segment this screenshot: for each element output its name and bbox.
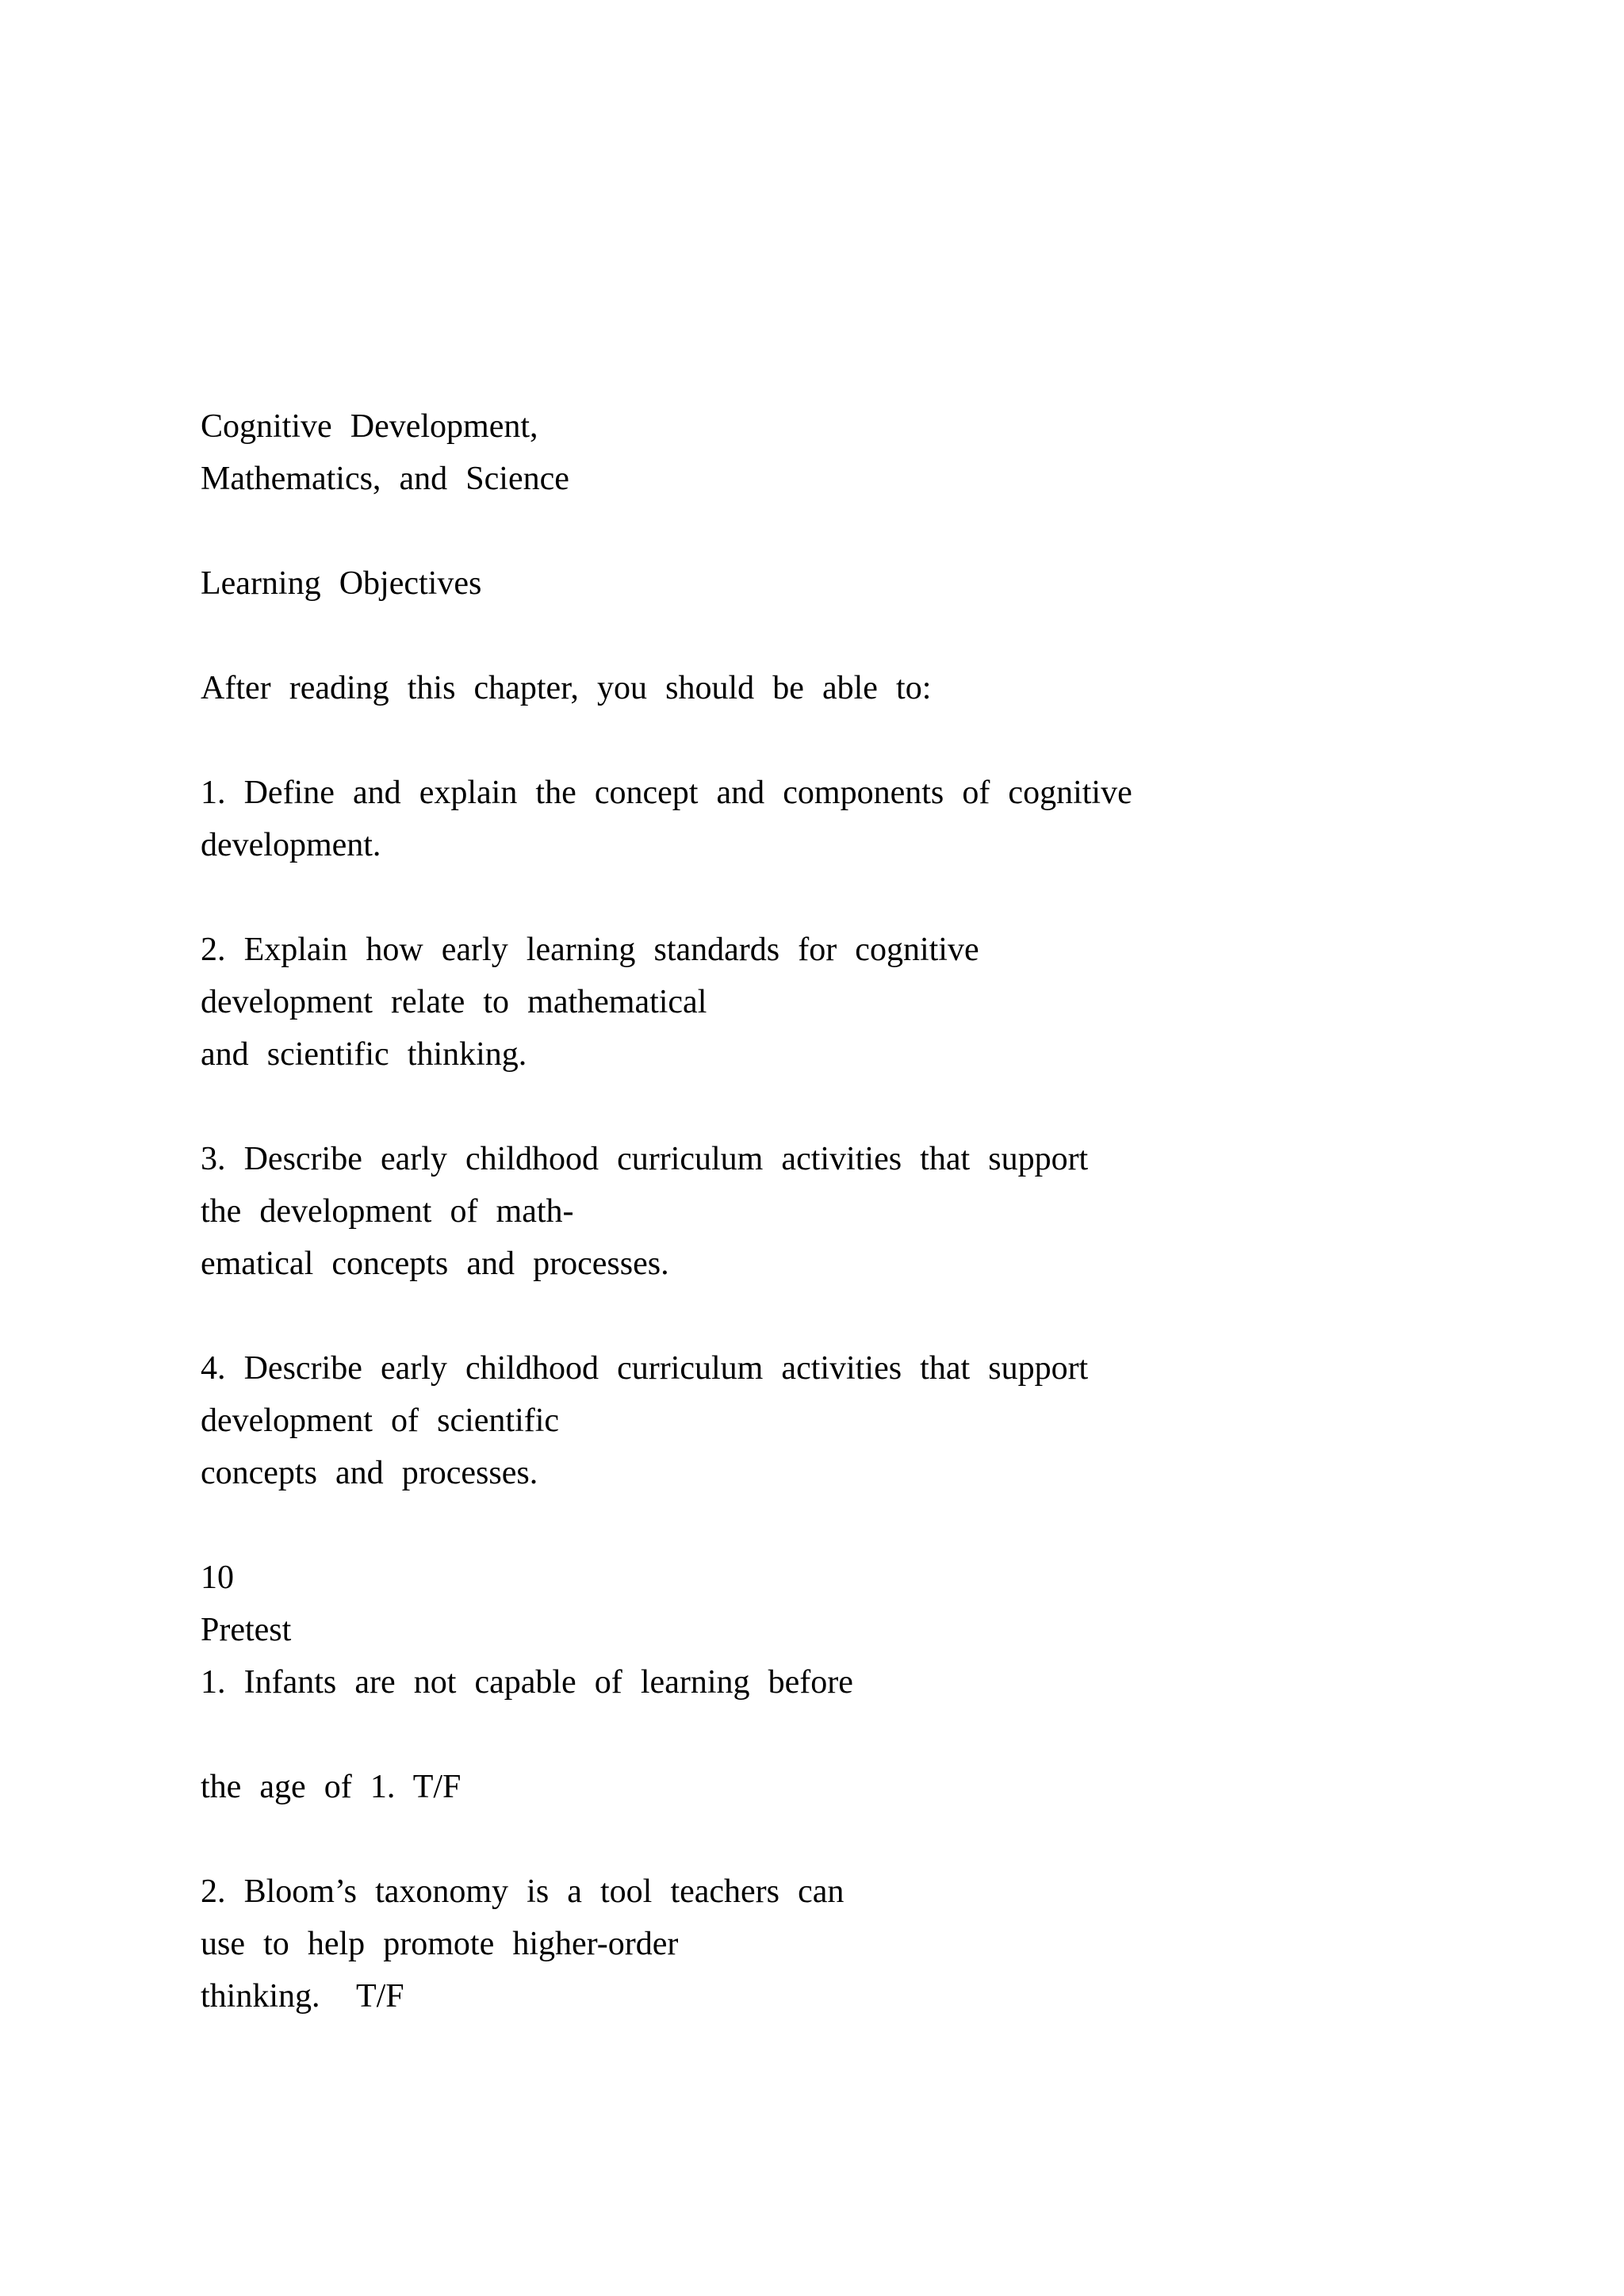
text-line: 4. Describe early childhood curriculum activities that support [201,1350,1089,1387]
paragraph-learning-objectives-heading [201,557,1529,610]
text-line: and scientific thinking. [201,1036,527,1073]
paragraph-pretest-q2 [201,1866,1529,2022]
paragraph-title [201,400,1529,505]
text-line: Pretest [201,1612,292,1648]
text-line: ematical concepts and processes. [201,1246,669,1282]
paragraph-pretest-q1-continued [201,1761,1529,1813]
text-line: 2. Explain how early learning standards for cognitive [201,932,979,968]
text-line: 1. Infants are not capable of learning before [201,1664,853,1701]
text-line: the development of math- [201,1193,574,1230]
text-line: 10 [201,1559,234,1596]
text-line: the age of 1. T/F [201,1769,462,1805]
paragraph-pretest-heading [201,1552,1529,1709]
text-line: Cognitive Development, [201,408,538,445]
text-line: After reading this chapter, you should be able to: [201,670,932,706]
document-body [201,400,1529,2022]
text-line: development. [201,827,381,863]
text-line: use to help promote higher-order [201,1926,679,1962]
text-line: 2. Bloom’s taxonomy is a tool teachers can [201,1873,845,1910]
paragraph-objective-1 [201,767,1529,871]
paragraph-objective-2 [201,924,1529,1081]
text-line: 1. Define and explain the concept and components of cognitive [201,775,1132,811]
text-line: 3. Describe early childhood curriculum activities that support [201,1141,1089,1177]
text-line: concepts and processes. [201,1455,538,1491]
text-line: Learning Objectives [201,565,482,602]
text-line: development relate to mathematical [201,984,707,1020]
paragraph-objective-3 [201,1133,1529,1290]
text-line: thinking. T/F [201,1978,404,2015]
paragraph-objective-4 [201,1342,1529,1499]
text-line: Mathematics, and Science [201,461,569,497]
paragraph-intro [201,662,1529,714]
text-line: development of scientific [201,1402,560,1439]
